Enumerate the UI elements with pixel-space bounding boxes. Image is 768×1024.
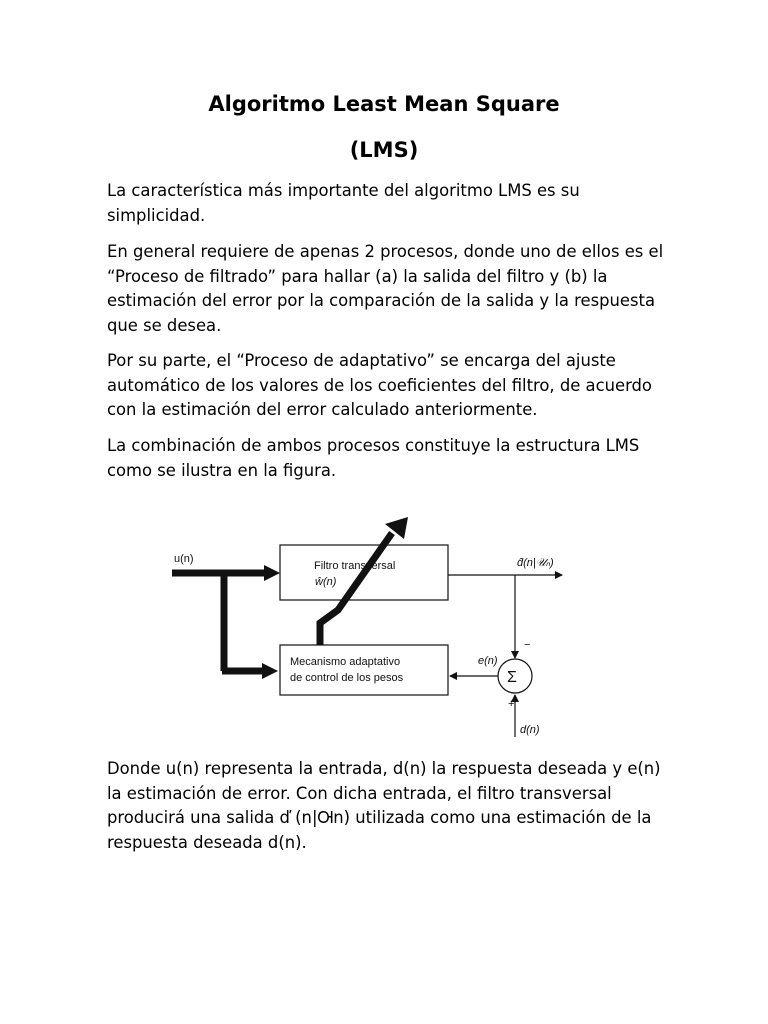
paragraph-1: La característica más importante del algoritmo LMS es su simplicidad. bbox=[107, 181, 580, 225]
desired-label: d(n) bbox=[520, 724, 540, 736]
adaptive-label-2: de control de los pesos bbox=[290, 672, 404, 684]
filter-weights-label: ŵ(n) bbox=[315, 576, 337, 588]
paragraph-5: Donde u(n) representa la entrada, d(n) la respuesta deseada y e(n) la estimación de error. Con dicha entrada, el filtro transversal producirá una salida ď (n|Ꮊn) utilizada como una estimación de la respuesta deseada d(n). bbox=[107, 759, 661, 852]
minus-sign: − bbox=[524, 639, 531, 651]
document-title: Algoritmo Least Mean Square bbox=[208, 92, 560, 116]
lms-block-diagram bbox=[160, 515, 580, 750]
adaptive-block bbox=[280, 645, 448, 695]
branch-arrow-head bbox=[262, 663, 278, 679]
input-label: u(n) bbox=[174, 553, 194, 565]
paragraph-2: En general requiere de apenas 2 procesos, donde uno de ellos es el “Proceso de filtrado” para hallar (a) la salida del filtro y (b) la estimación del error por la comparación de la salida y la respuesta que se desea. bbox=[107, 242, 664, 335]
output-label: d̂(n|𝒰ₙ) bbox=[517, 557, 554, 569]
paragraph-3: Por su parte, el “Proceso de adaptativo” se encarga del ajuste automático de los valores de los coeficientes del filtro, de acuerdo con la estimación del error calculado anteriormente. bbox=[107, 351, 652, 419]
sum-symbol: Σ bbox=[507, 669, 517, 686]
input-arrow-head bbox=[264, 565, 280, 581]
adaptive-label: Mecanismo adaptativo bbox=[290, 656, 401, 668]
plus-sign: + bbox=[508, 698, 515, 710]
document-subtitle: (LMS) bbox=[349, 138, 419, 162]
error-label: e(n) bbox=[478, 655, 498, 667]
paragraph-4: La combinación de ambos procesos constituye la estructura LMS como se ilustra en la figura. bbox=[107, 436, 640, 480]
filter-label: Filtro transversal bbox=[314, 560, 396, 572]
